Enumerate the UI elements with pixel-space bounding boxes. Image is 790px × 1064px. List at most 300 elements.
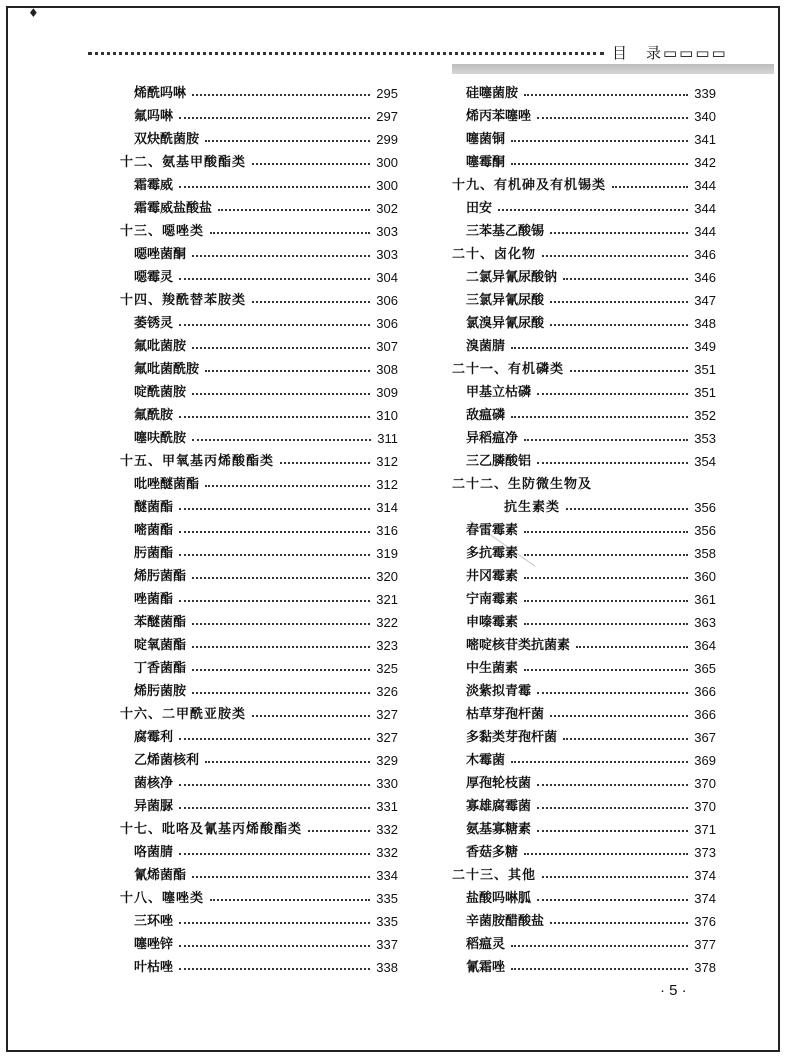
toc-entry-page: 341 — [694, 132, 716, 147]
toc-entry-page: 334 — [376, 868, 398, 883]
dot-leader — [179, 508, 370, 510]
toc-entry[interactable] — [108, 542, 398, 565]
toc-entry-title: 丁香菌酯 — [134, 661, 187, 676]
toc-entry-page: 366 — [694, 707, 716, 722]
toc-entry[interactable] — [440, 519, 716, 542]
dot-leader — [511, 347, 688, 349]
toc-entry-title: 啶氧菌酯 — [134, 638, 187, 653]
toc-entry-page: 351 — [694, 385, 716, 400]
toc-entry[interactable] — [440, 220, 716, 243]
dot-leader — [524, 600, 688, 602]
toc-entry-page: 344 — [694, 224, 716, 239]
dot-leader — [511, 140, 688, 142]
toc-entry-title: 氯溴异氰尿酸 — [466, 316, 545, 331]
toc-entry-title: 三氯异氰尿酸 — [466, 293, 545, 308]
toc-entry-title: 烯酰吗啉 — [134, 86, 187, 101]
toc-entry-title: 溴菌腈 — [466, 339, 506, 354]
toc-entry-page: 303 — [376, 247, 398, 262]
toc-entry-title: 十七、吡咯及氰基丙烯酸酯类 — [120, 822, 303, 837]
dot-leader — [280, 462, 370, 464]
toc-entry[interactable] — [108, 243, 398, 266]
dot-leader — [308, 830, 370, 832]
toc-entry[interactable] — [108, 910, 398, 933]
toc-entry-title: 十五、甲氧基丙烯酸酯类 — [120, 454, 275, 469]
toc-entry[interactable] — [440, 450, 716, 473]
dot-leader — [511, 163, 688, 165]
toc-chapter-heading[interactable] — [440, 864, 716, 887]
toc-entry-title: 氟酰胺 — [134, 408, 174, 423]
toc-chapter-heading[interactable] — [108, 818, 398, 841]
dot-leader — [511, 945, 688, 947]
toc-entry-title: 中生菌素 — [466, 661, 519, 676]
toc-entry[interactable] — [108, 496, 398, 519]
toc-chapter-heading[interactable] — [440, 174, 716, 197]
toc-entry[interactable] — [108, 519, 398, 542]
toc-entry[interactable] — [108, 404, 398, 427]
toc-chapter-heading[interactable] — [440, 473, 716, 496]
toc-entry-title: 噻霉酮 — [466, 155, 506, 170]
toc-entry-page: 378 — [694, 960, 716, 975]
toc-entry-page: 332 — [376, 845, 398, 860]
toc-entry-page: 373 — [694, 845, 716, 860]
toc-entry-title: 噻菌铜 — [466, 132, 506, 147]
dot-leader — [179, 738, 370, 740]
dot-leader — [179, 278, 370, 280]
dot-leader — [205, 370, 370, 372]
toc-entry[interactable] — [440, 151, 716, 174]
toc-entry-page: 319 — [376, 546, 398, 561]
dot-leader — [612, 186, 688, 188]
toc-entry[interactable] — [108, 841, 398, 864]
toc-entry-page: 347 — [694, 293, 716, 308]
dot-leader — [205, 761, 370, 763]
dot-leader — [179, 531, 370, 533]
toc-entry-title: 多黏类芽孢杆菌 — [466, 730, 558, 745]
dot-leader — [537, 830, 688, 832]
toc-entry-page: 297 — [376, 109, 398, 124]
toc-entry[interactable] — [108, 335, 398, 358]
dot-leader — [205, 485, 370, 487]
toc-entry-page: 354 — [694, 454, 716, 469]
toc-entry-page: 330 — [376, 776, 398, 791]
toc-entry-page: 351 — [694, 362, 716, 377]
dot-leader — [179, 416, 370, 418]
toc-entry-page: 308 — [376, 362, 398, 377]
toc-entry-page: 337 — [376, 937, 398, 952]
toc-entry-page: 374 — [694, 868, 716, 883]
toc-chapter-heading[interactable] — [440, 243, 716, 266]
toc-entry-page: 342 — [694, 155, 716, 170]
toc-entry[interactable] — [108, 611, 398, 634]
toc-entry-title: 唑菌酯 — [134, 592, 174, 607]
toc-entry-title: 木霉菌 — [466, 753, 506, 768]
toc-entry-page: 348 — [694, 316, 716, 331]
toc-entry-page: 295 — [376, 86, 398, 101]
toc-entry-page: 314 — [376, 500, 398, 515]
toc-entry[interactable] — [108, 565, 398, 588]
dot-leader — [179, 945, 370, 947]
toc-entry-title: 十二、氨基甲酸酯类 — [120, 155, 247, 170]
toc-entry-page: 377 — [694, 937, 716, 952]
toc-entry-title: 二十二、生防微生物及 — [452, 477, 593, 492]
dot-leader — [511, 761, 688, 763]
toc-entry[interactable] — [440, 933, 716, 956]
toc-entry-page: 371 — [694, 822, 716, 837]
toc-entry-title: 氟吡菌酰胺 — [134, 362, 200, 377]
corner-mark: ♦ — [28, 6, 39, 20]
dot-leader — [563, 278, 688, 280]
toc-entry[interactable] — [440, 703, 716, 726]
toc-entry-page: 306 — [376, 293, 398, 308]
toc-chapter-heading[interactable] — [108, 151, 398, 174]
toc-entry-page: 303 — [376, 224, 398, 239]
toc-entry[interactable] — [108, 726, 398, 749]
toc-entry-title: 烯肟菌胺 — [134, 684, 187, 699]
toc-entry-title: 噁唑菌酮 — [134, 247, 187, 262]
toc-entry-page: 376 — [694, 914, 716, 929]
toc-entry-page: 349 — [694, 339, 716, 354]
toc-entry[interactable] — [108, 266, 398, 289]
toc-entry[interactable] — [108, 82, 398, 105]
toc-entry-page: 321 — [376, 592, 398, 607]
toc-entry-page: 339 — [694, 86, 716, 101]
dot-leader — [179, 968, 370, 970]
toc-entry-page: 369 — [694, 753, 716, 768]
toc-entry-title: 乙烯菌核利 — [134, 753, 200, 768]
dot-leader — [537, 899, 688, 901]
toc-entry[interactable] — [108, 197, 398, 220]
dot-leader — [179, 784, 370, 786]
dot-leader — [498, 209, 688, 211]
toc-entry[interactable] — [440, 795, 716, 818]
toc-entry-page: 310 — [376, 408, 398, 423]
dot-leader — [205, 140, 370, 142]
toc-entry-page: 344 — [694, 201, 716, 216]
toc-entry[interactable] — [108, 105, 398, 128]
toc-entry-page: 311 — [377, 431, 398, 446]
toc-entry-page: 370 — [694, 776, 716, 791]
toc-entry[interactable] — [108, 381, 398, 404]
dot-leader — [192, 669, 370, 671]
toc-entry-page: 327 — [376, 730, 398, 745]
toc-entry-title: 氟吡菌胺 — [134, 339, 187, 354]
toc-entry-title: 香菇多糖 — [466, 845, 519, 860]
toc-entry-title: 异稻瘟净 — [466, 431, 519, 446]
toc-entry-page: 344 — [694, 178, 716, 193]
toc-entry[interactable] — [440, 634, 716, 657]
toc-entry-title: 三乙膦酸铝 — [466, 454, 532, 469]
dot-leader — [192, 439, 371, 441]
toc-entry[interactable] — [108, 588, 398, 611]
toc-entry[interactable] — [108, 473, 398, 496]
toc-entry-title: 啶酰菌胺 — [134, 385, 187, 400]
toc-entry-title: 硅噻菌胺 — [466, 86, 519, 101]
toc-entry[interactable] — [440, 818, 716, 841]
dot-leader — [537, 692, 688, 694]
toc-entry-page: 363 — [694, 615, 716, 630]
toc-entry[interactable] — [440, 82, 716, 105]
toc-entry-title: 春雷霉素 — [466, 523, 519, 538]
toc-chapter-heading[interactable] — [108, 703, 398, 726]
toc-entry[interactable] — [440, 335, 716, 358]
toc-entry-page: 352 — [694, 408, 716, 423]
dot-leader — [524, 577, 688, 579]
toc-entry[interactable] — [108, 749, 398, 772]
dot-leader — [252, 715, 370, 717]
toc-entry-title: 多抗霉素 — [466, 546, 519, 561]
toc-entry-title: 噻呋酰胺 — [134, 431, 187, 446]
toc-entry-page: 299 — [376, 132, 398, 147]
toc-entry[interactable] — [440, 749, 716, 772]
dot-leader — [252, 301, 370, 303]
toc-entry-page: 346 — [694, 270, 716, 285]
toc-entry[interactable] — [108, 680, 398, 703]
toc-entry-title: 三环唑 — [134, 914, 174, 929]
toc-entry[interactable] — [440, 197, 716, 220]
toc-entry-page: 304 — [376, 270, 398, 285]
toc-left-column — [108, 82, 398, 979]
toc-entry-page: 316 — [376, 523, 398, 538]
toc-entry[interactable] — [440, 427, 716, 450]
toc-entry-title: 枯草芽孢杆菌 — [466, 707, 545, 722]
toc-entry-title: 噻唑锌 — [134, 937, 174, 952]
toc-entry-page: 312 — [376, 454, 398, 469]
toc-entry-title: 田安 — [466, 201, 493, 216]
dot-leader — [537, 784, 688, 786]
toc-entry-title: 氰霜唑 — [466, 960, 506, 975]
dot-leader — [550, 715, 688, 717]
header-gray-band — [452, 64, 774, 74]
toc-entry-page: 322 — [376, 615, 398, 630]
toc-entry-title: 抗生素类 — [504, 500, 561, 515]
toc-entry-title: 二氯异氰尿酸钠 — [466, 270, 558, 285]
dot-leader — [542, 876, 688, 878]
toc-entry[interactable] — [108, 128, 398, 151]
toc-entry-title: 叶枯唑 — [134, 960, 174, 975]
toc-chapter-heading[interactable] — [108, 289, 398, 312]
toc-entry[interactable] — [440, 887, 716, 910]
toc-entry-title: 甲基立枯磷 — [466, 385, 532, 400]
toc-entry-title: 嘧菌酯 — [134, 523, 174, 538]
toc-entry-title: 申嗪霉素 — [466, 615, 519, 630]
toc-entry-page: 346 — [694, 247, 716, 262]
toc-entry[interactable] — [108, 795, 398, 818]
toc-entry[interactable] — [440, 657, 716, 680]
toc-entry[interactable] — [108, 933, 398, 956]
toc-entry-title: 吡唑醚菌酯 — [134, 477, 200, 492]
header-dotted-rule — [88, 52, 604, 55]
toc-entry-page: 360 — [694, 569, 716, 584]
toc-chapter-heading[interactable] — [108, 887, 398, 910]
toc-entry-page: 332 — [376, 822, 398, 837]
dot-leader — [524, 439, 688, 441]
toc-entry[interactable] — [440, 381, 716, 404]
toc-entry[interactable] — [440, 588, 716, 611]
dot-leader — [524, 669, 688, 671]
toc-entry-page: 356 — [694, 523, 716, 538]
toc-entry[interactable] — [108, 657, 398, 680]
toc-chapter-heading[interactable] — [440, 496, 716, 519]
toc-entry[interactable] — [108, 312, 398, 335]
dot-leader — [524, 531, 688, 533]
toc-entry-page: 364 — [694, 638, 716, 653]
toc-entry-page: 370 — [694, 799, 716, 814]
toc-entry[interactable] — [440, 956, 716, 979]
toc-entry-title: 十四、羧酰替苯胺类 — [120, 293, 247, 308]
dot-leader — [192, 255, 370, 257]
toc-entry[interactable] — [440, 565, 716, 588]
toc-entry-page: 335 — [376, 891, 398, 906]
toc-entry-title: 氨基寡糖素 — [466, 822, 532, 837]
dot-leader — [524, 554, 688, 556]
toc-chapter-heading[interactable] — [440, 358, 716, 381]
toc-entry-title: 辛菌胺醋酸盐 — [466, 914, 545, 929]
toc-entry-title: 萎锈灵 — [134, 316, 174, 331]
dot-leader — [192, 393, 370, 395]
toc-entry-page: 358 — [694, 546, 716, 561]
toc-entry-page: 353 — [694, 431, 716, 446]
toc-entry[interactable] — [108, 864, 398, 887]
dot-leader — [218, 209, 370, 211]
toc-entry-title: 氟吗啉 — [134, 109, 174, 124]
dot-leader — [179, 186, 370, 188]
toc-entry-title: 盐酸吗啉胍 — [466, 891, 532, 906]
toc-entry-page: 302 — [376, 201, 398, 216]
running-header: 目 录▭▭▭▭ — [612, 44, 728, 62]
dot-leader — [542, 255, 688, 257]
toc-entry-title: 嘧啶核苷类抗菌素 — [466, 638, 571, 653]
dot-leader — [192, 347, 370, 349]
dot-leader — [210, 899, 370, 901]
toc-entry[interactable] — [440, 680, 716, 703]
dot-leader — [179, 922, 370, 924]
dot-leader — [524, 623, 688, 625]
dot-leader — [179, 853, 370, 855]
dot-leader — [550, 232, 688, 234]
dot-leader — [537, 393, 688, 395]
toc-entry-title: 霜霉威 — [134, 178, 174, 193]
toc-entry-title: 十六、二甲酰亚胺类 — [120, 707, 247, 722]
toc-entry-page: 327 — [376, 707, 398, 722]
toc-entry[interactable] — [440, 266, 716, 289]
toc-entry-page: 309 — [376, 385, 398, 400]
toc-entry[interactable] — [108, 427, 398, 450]
dot-leader — [524, 853, 688, 855]
dot-leader — [511, 416, 688, 418]
toc-entry-title: 淡紫拟青霉 — [466, 684, 532, 699]
toc-entry[interactable] — [440, 772, 716, 795]
dot-leader — [179, 117, 370, 119]
dot-leader — [576, 646, 688, 648]
toc-entry-page: 329 — [376, 753, 398, 768]
toc-entry-page: 307 — [376, 339, 398, 354]
dot-leader — [179, 554, 370, 556]
dot-leader — [537, 117, 688, 119]
dot-leader — [252, 163, 370, 165]
toc-entry-title: 十八、噻唑类 — [120, 891, 205, 906]
toc-entry-title: 二十、卤化物 — [452, 247, 537, 262]
toc-entry-title: 十九、有机砷及有机锡类 — [452, 178, 607, 193]
toc-entry-page: 300 — [376, 178, 398, 193]
toc-entry-title: 三苯基乙酸锡 — [466, 224, 545, 239]
toc-entry[interactable] — [440, 128, 716, 151]
toc-entry-title: 烯肟菌酯 — [134, 569, 187, 584]
dot-leader — [192, 577, 370, 579]
toc-entry-title: 异菌脲 — [134, 799, 174, 814]
toc-entry[interactable] — [108, 956, 398, 979]
dot-leader — [570, 370, 688, 372]
dot-leader — [537, 462, 688, 464]
dot-leader — [192, 876, 370, 878]
toc-entry-title: 霜霉威盐酸盐 — [134, 201, 213, 216]
toc-entry[interactable] — [440, 105, 716, 128]
dot-leader — [179, 600, 370, 602]
toc-entry-title: 宁南霉素 — [466, 592, 519, 607]
toc-entry-title: 稻瘟灵 — [466, 937, 506, 952]
toc-entry-title: 肟菌酯 — [134, 546, 174, 561]
dot-leader — [537, 807, 688, 809]
toc-entry-title: 噁霉灵 — [134, 270, 174, 285]
toc-entry[interactable] — [108, 174, 398, 197]
toc-entry[interactable] — [440, 841, 716, 864]
dot-leader — [550, 324, 688, 326]
toc-entry-page: 320 — [376, 569, 398, 584]
toc-entry-title: 双炔酰菌胺 — [134, 132, 200, 147]
toc-entry-title: 敌瘟磷 — [466, 408, 506, 423]
toc-entry-page: 306 — [376, 316, 398, 331]
toc-entry-title: 醚菌酯 — [134, 500, 174, 515]
toc-entry-title: 寡雄腐霉菌 — [466, 799, 532, 814]
toc-entry-page: 366 — [694, 684, 716, 699]
toc-entry[interactable] — [440, 910, 716, 933]
toc-entry-title: 烯丙苯噻唑 — [466, 109, 532, 124]
toc-entry[interactable] — [440, 611, 716, 634]
toc-entry[interactable] — [108, 358, 398, 381]
toc-entry-page: 361 — [694, 592, 716, 607]
dot-leader — [563, 738, 688, 740]
toc-entry-page: 338 — [376, 960, 398, 975]
dot-leader — [179, 324, 370, 326]
toc-entry-page: 340 — [694, 109, 716, 124]
toc-entry-page: 365 — [694, 661, 716, 676]
toc-entry-title: 十三、噁唑类 — [120, 224, 205, 239]
dot-leader — [192, 692, 370, 694]
toc-entry[interactable] — [440, 542, 716, 565]
toc-chapter-heading[interactable] — [108, 450, 398, 473]
toc-entry[interactable] — [440, 289, 716, 312]
toc-entry[interactable] — [440, 726, 716, 749]
toc-entry-title: 二十三、其他 — [452, 868, 537, 883]
toc-entry-page: 374 — [694, 891, 716, 906]
toc-entry[interactable] — [440, 312, 716, 335]
dot-leader — [192, 94, 370, 96]
toc-entry[interactable] — [440, 404, 716, 427]
toc-entry-page: 312 — [376, 477, 398, 492]
toc-entry-page: 331 — [376, 799, 398, 814]
toc-entry[interactable] — [108, 634, 398, 657]
toc-entry-page: 325 — [376, 661, 398, 676]
toc-entry-page: 300 — [376, 155, 398, 170]
dot-leader — [210, 232, 370, 234]
toc-entry-page: 356 — [694, 500, 716, 515]
toc-entry-page: 335 — [376, 914, 398, 929]
toc-entry-page: 367 — [694, 730, 716, 745]
toc-entry-title: 厚孢轮枝菌 — [466, 776, 532, 791]
toc-entry-title: 苯醚菌酯 — [134, 615, 187, 630]
toc-entry[interactable] — [108, 772, 398, 795]
toc-chapter-heading[interactable] — [108, 220, 398, 243]
toc-entry-page: 323 — [376, 638, 398, 653]
